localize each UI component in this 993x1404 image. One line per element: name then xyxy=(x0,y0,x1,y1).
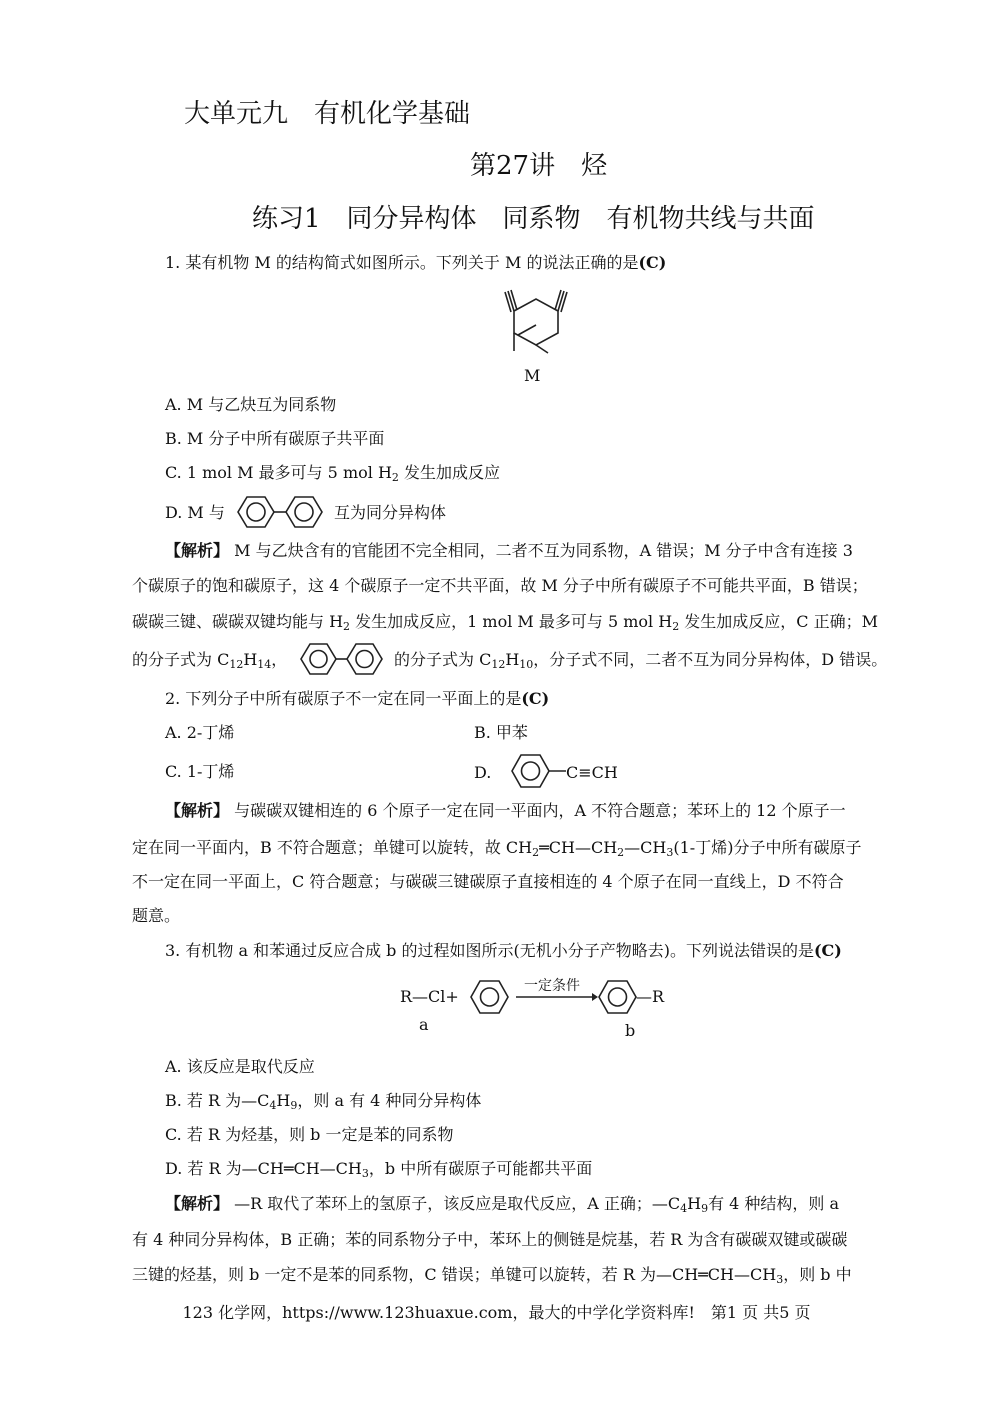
q3-analysis-line1: 【解析】 —R 取代了苯环上的氢原子，该反应是取代反应，A 正确；$—C_4H_9$有 4 种结构，则 a xyxy=(165,1194,840,1215)
q3-condition: 一定条件 xyxy=(524,978,580,994)
q3-option-d: D. 若 R 为$—CH═CH—CH_3$，b 中所有碳原子可能都共平面 xyxy=(165,1159,593,1180)
unit-title: 大单元九 有机化学基础 xyxy=(184,99,471,129)
q1-option-c: C. 1 mol M 最多可与 5 mol $H_2$ 发生加成反应 xyxy=(165,463,500,484)
q1-figure-label: M xyxy=(524,366,541,385)
q2-option-d: D. xyxy=(474,763,492,782)
q3-benzene-reactant xyxy=(468,979,512,1015)
q2-option-c: C. 1-丁烯 xyxy=(165,762,235,781)
q2-analysis-line4: 题意。 xyxy=(132,906,181,925)
q3-product-r: —R xyxy=(636,987,665,1006)
biphenyl-figure xyxy=(232,495,328,529)
q1-option-b: B. M 分子中所有碳原子共平面 xyxy=(165,429,385,448)
q2-option-d-group: C≡CH xyxy=(566,763,618,782)
lecture-title: 第27讲 烃 xyxy=(470,151,608,181)
q3-reactant: R—Cl+ xyxy=(400,987,459,1006)
benzene-ring-figure xyxy=(508,753,570,789)
molecule-m-figure xyxy=(500,283,570,358)
q3-benzene-product xyxy=(596,979,640,1015)
biphenyl-figure-2 xyxy=(296,642,388,676)
q1-analysis-line3: 碳碳三键、碳碳双键均能与 $H_2$ 发生加成反应，1 mol M 最多可与 5 mol $H_2$ 发生加成反应，C 正确；M xyxy=(132,612,879,633)
q2-analysis-line3: 不一定在同一平面上，C 符合题意；与碳碳三键碳原子直接相连的 4 个原子在同一直线上，D 不符合 xyxy=(132,872,844,891)
q3-analysis-line2: 有 4 种同分异构体，B 正确；苯的同系物分子中，苯环上的侧链是烷基，若 R 为含有碳碳双键或碳碳 xyxy=(132,1230,848,1249)
page-footer: 123 化学网，https://www.123huaxue.com，最大的中学化学资料库! 第1 页 共5 页 xyxy=(182,1303,811,1322)
q2-stem: 2. 下列分子中所有碳原子不一定在同一平面上的是(C) xyxy=(165,689,550,708)
q1-analysis-line1: 【解析】 M 与乙炔含有的官能团不完全相同，二者不互为同系物，A 错误；M 分子中含有连接 3 xyxy=(165,541,853,560)
q1-analysis-line4a: 的分子式为 $C_{12}H_{14}$， xyxy=(132,650,288,671)
q2-analysis-line1: 【解析】 与碳碳双键相连的 6 个原子一定在同一平面内，A 不符合题意；苯环上的 12 个原子一 xyxy=(165,801,846,820)
q1-option-d-suffix: 互为同分异构体 xyxy=(334,503,447,522)
analysis-tag: 【解析】 xyxy=(165,541,230,560)
q3-option-c: C. 若 R 为烃基，则 b 一定是苯的同系物 xyxy=(165,1125,454,1144)
q2-option-b: B. 甲苯 xyxy=(474,723,528,742)
q1-option-d-prefix: D. M 与 xyxy=(165,503,225,522)
q3-stem: 3. 有机物 a 和苯通过反应合成 b 的过程如图所示(无机小分子产物略去)。下列说法错误的是(C) xyxy=(165,941,842,960)
q2-analysis-line2: 定在同一平面内，B 不符合题意；单键可以旋转，故 $CH_2═CH—CH_2—CH_3(1-$丁烯)分子中所有碳原子 xyxy=(132,838,862,859)
q3-label-b: b xyxy=(625,1021,636,1040)
q3-analysis-line3: 三键的烃基，则 b 一定不是苯的同系物，C 错误；单键可以旋转，若 R 为$—CH═CH—CH_3$，则 b 中 xyxy=(132,1265,852,1286)
q3-arrow xyxy=(516,990,598,1004)
q3-label-a: a xyxy=(419,1015,429,1034)
q1-analysis-line2: 个碳原子的饱和碳原子，这 4 个碳原子一定不共平面，故 M 分子中所有碳原子不可能共平面，B 错误； xyxy=(132,576,868,595)
exercise-title: 练习1 同分异构体 同系物 有机物共线与共面 xyxy=(252,204,815,234)
q1-option-a: A. M 与乙炔互为同系物 xyxy=(165,395,337,414)
q3-option-a: A. 该反应是取代反应 xyxy=(165,1057,315,1076)
q2-option-a: A. 2-丁烯 xyxy=(165,723,235,742)
q3-option-b: B. 若 R 为$—C_4H_9$，则 a 有 4 种同分异构体 xyxy=(165,1091,482,1112)
q1-stem: 1. 某有机物 M 的结构简式如图所示。下列关于 M 的说法正确的是(C) xyxy=(165,253,667,272)
q1-analysis-line4b: 的分子式为 $C_{12}H_{10}$，分子式不同，二者不互为同分异构体，D 错误。 xyxy=(394,650,888,671)
